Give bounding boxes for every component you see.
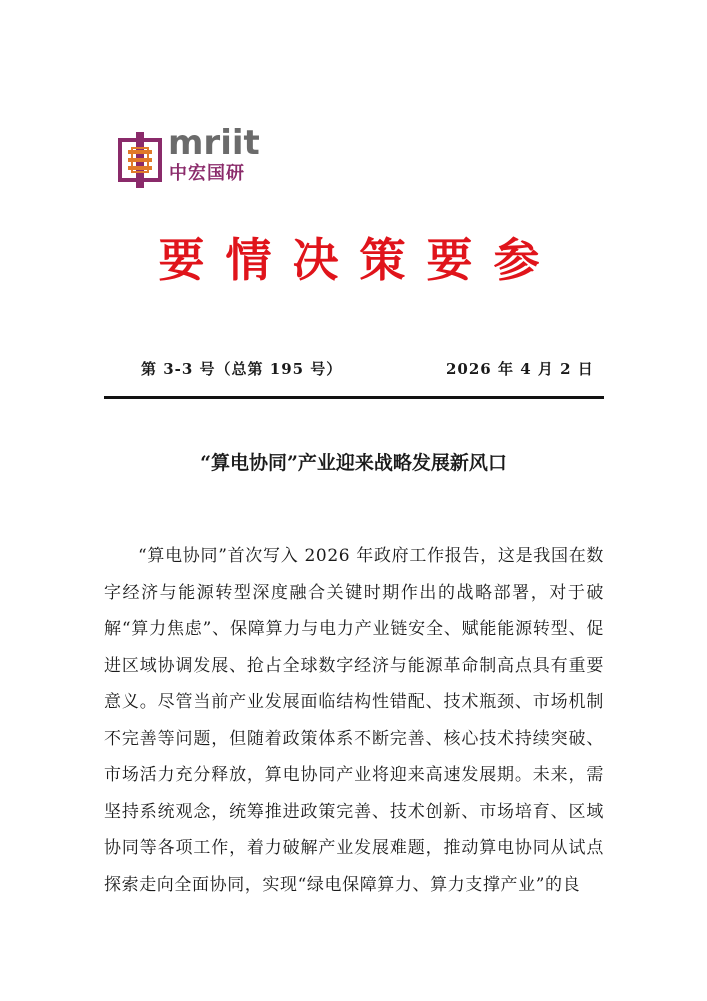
article-paragraph: “算电协同”首次写入 2026 年政府工作报告，这是我国在数字经济与能源转型深度融合关键时期作出的战略部署，对于破解“算力焦虑”、保障算力与电力产业链安全、赋能能源转型、促进区域协调发展、抢占全球数字经济与能源革命制高点具有重要意义。尽管当前产业发展面临结构性错配、技术瓶颈、市场机制不完善等问题，但随着政策体系不断完善、核心技术持续突破、市场活力充分释放，算电协同产业将迎来高速发展期。未来，需坚持系统观念，统筹推进政策完善、技术创新、市场培育、区域协同等各项工作，着力破解产业发展难题，推动算电协同从试点探索走向全面协同，实现“绿电保障算力、算力支撑产业”的良 (104, 546, 604, 895)
article-title: “算电协同”产业迎来战略发展新风口 (200, 452, 507, 474)
header-divider (104, 396, 604, 399)
logo (118, 123, 260, 192)
issue-date: 2026 年 4 月 2 日 (446, 360, 594, 378)
mriit-logo-mark-icon (118, 132, 162, 188)
logo-text-en: mriit (168, 123, 260, 163)
issue-number: 第 3-3 号（总第 195 号） (141, 360, 343, 378)
logo-text-cn: 中宏国研 (169, 163, 245, 184)
publication-title: 要情决策要参 (158, 233, 561, 287)
